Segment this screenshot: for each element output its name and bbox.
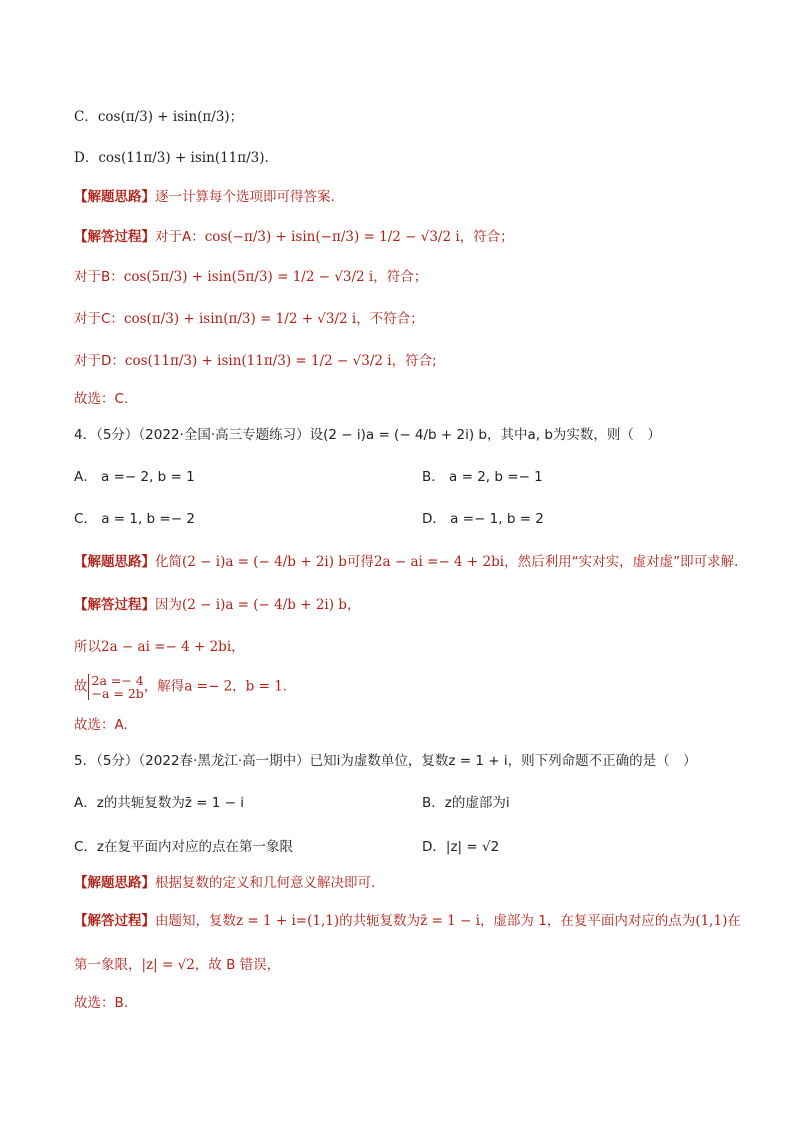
solution-text: 对于A： <box>155 229 205 245</box>
q5-options-row2 <box>74 836 500 858</box>
think-text: 化简 <box>155 554 182 570</box>
q5-think-line <box>74 872 375 894</box>
solution-text: . <box>282 678 288 695</box>
solution-text: 对于C： <box>74 311 124 327</box>
solution-tag: 【解答过程】 <box>74 597 155 613</box>
solution-tag: 【解答过程】 <box>74 229 155 245</box>
option-d-line <box>74 147 269 169</box>
think-tag: 【解题思路】 <box>74 554 155 570</box>
solution-math: a =− 2 <box>184 678 233 695</box>
equation-system <box>88 674 144 700</box>
q5-option-b: B．z的虚部为i <box>422 795 510 811</box>
question-4 <box>74 424 661 446</box>
solution-text: 对于D： <box>74 353 125 369</box>
solution-text: ，解得 <box>143 678 185 695</box>
solution-text: 由题知，复数 <box>155 913 236 929</box>
think-line-q3 <box>74 186 335 208</box>
solution-text: ，故 B 错误， <box>194 957 281 973</box>
think-tag: 【解题思路】 <box>74 875 155 891</box>
q5-options-row1 <box>74 792 510 814</box>
answer-text: 故选：A. <box>74 717 128 733</box>
solution-math: cos(−π/3) + isin(−π/3) = 1/2 − √3/2 i <box>204 229 460 245</box>
q4-think-line <box>74 551 738 573</box>
solution-math: z = 1 + i=(1,1) <box>236 913 340 929</box>
answer-text: 故选：C. <box>74 391 129 407</box>
think-text: 可得 <box>346 554 374 570</box>
solution-math: cos(11π/3) + isin(11π/3) = 1/2 − √3/2 i <box>124 353 392 369</box>
solution-text: ，符合； <box>373 269 428 285</box>
solution-text: 故 <box>74 678 88 695</box>
solution-text: ， <box>232 678 246 695</box>
solution-text: 在 <box>727 913 741 929</box>
q5-option-a: A．z的共轭复数为z̄ = 1 − i <box>74 795 245 811</box>
q4-option-d: D． a =− 1, b = 2 <box>422 511 544 527</box>
question-text: 4．（5分）（2022·全国·高三专题练习）设(2 − i)a = (− 4/b + 2i) b，其中a, b为实数，则（ ） <box>74 427 661 443</box>
q4-solution-line3 <box>74 674 287 700</box>
q4-options-row2 <box>74 508 544 530</box>
solution-text: 的共轭复数为 <box>339 913 421 929</box>
think-text: 根据复数的定义和几何意义解决即可. <box>155 875 376 891</box>
think-math: 2a − ai =− 4 + 2bi <box>373 554 505 570</box>
question-5 <box>74 750 697 772</box>
q5-option-d: D．|z| = √2 <box>422 839 500 855</box>
solution-math: (2 − i)a = (− 4/b + 2i) b <box>182 597 347 613</box>
q4-option-b: B． a = 2, b =− 1 <box>422 469 543 485</box>
solution-line-c <box>74 308 424 330</box>
option-c-line <box>74 106 243 128</box>
solution-text: 所以 <box>74 639 101 655</box>
q5-solution-line1 <box>74 910 741 932</box>
solution-math: (1,1) <box>695 913 728 929</box>
solution-text: ，符合; <box>391 353 437 369</box>
solution-math: z̄ = 1 − i <box>420 913 480 929</box>
answer-q5 <box>74 992 128 1014</box>
equation-1: 2a =− 4 <box>91 673 144 688</box>
answer-q3 <box>74 388 128 410</box>
solution-tag: 【解答过程】 <box>74 913 155 929</box>
solution-text: ， <box>231 639 245 655</box>
solution-text: 对于B： <box>74 269 124 285</box>
q4-solution-line2 <box>74 636 245 658</box>
solution-line-b <box>74 266 427 288</box>
solution-text: 因为 <box>155 597 182 613</box>
think-math: (2 − i)a = (− 4/b + 2i) b <box>182 554 347 570</box>
q5-solution-line2 <box>74 954 280 976</box>
question-text: 5．（5分）（2022春·黑龙江·高一期中）已知i为虚数单位，复数z = 1 + i，则下列命题不正确的是（ ） <box>74 753 697 769</box>
think-text: ，然后利用“实对实，虚对虚”即可求解. <box>504 554 739 570</box>
solution-text: 第一象限， <box>74 957 142 973</box>
solution-text: ，符合； <box>459 229 514 245</box>
q4-option-a: A． a =− 2, b = 1 <box>74 469 195 485</box>
q4-options-row1 <box>74 466 543 488</box>
solution-line-a <box>74 226 514 248</box>
answer-text: 故选：B. <box>74 995 129 1011</box>
solution-math: cos(5π/3) + isin(5π/3) = 1/2 − √3/2 i <box>123 269 374 285</box>
think-text: 逐一计算每个选项即可得答案. <box>155 189 335 205</box>
q4-option-c: C． a = 1, b =− 2 <box>74 511 195 527</box>
solution-math: |z| = √2 <box>141 957 195 973</box>
solution-text: ，不符合； <box>356 311 424 327</box>
think-tag: 【解题思路】 <box>74 189 155 205</box>
answer-q4 <box>74 714 128 736</box>
equation-2: −a = 2b <box>91 686 144 701</box>
option-c-text: C．cos(π/3) + isin(π/3)； <box>74 109 244 125</box>
solution-math: 2a − ai =− 4 + 2bi <box>101 639 232 655</box>
solution-math: cos(π/3) + isin(π/3) = 1/2 + √3/2 i <box>123 311 357 327</box>
solution-text: ，虚部为 1，在复平面内对应的点为 <box>479 913 696 929</box>
q4-solution-line1 <box>74 594 360 616</box>
q5-option-c: C．z在复平面内对应的点在第一象限 <box>74 839 294 855</box>
solution-text: ， <box>346 597 361 613</box>
option-d-text: D．cos(11π/3) + isin(11π/3). <box>74 150 269 166</box>
solution-line-d <box>74 350 437 372</box>
solution-math: b = 1 <box>245 678 283 695</box>
